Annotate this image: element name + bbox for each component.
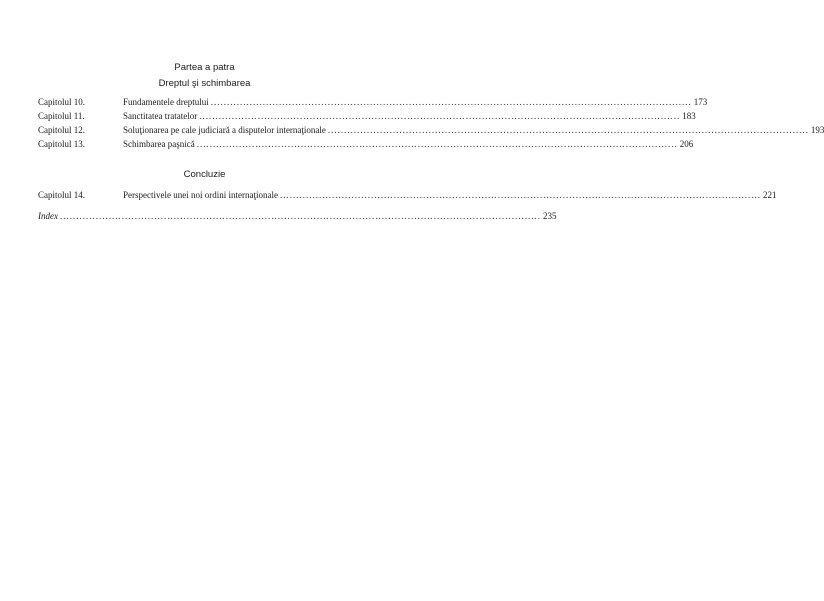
page-number: 183 xyxy=(682,111,696,121)
dot-leader: .................................................................................................................................................... xyxy=(279,190,761,200)
dot-leader: .................................................................................................................................................... xyxy=(210,97,692,107)
index-title: Index xyxy=(38,211,58,221)
chapter-number: Capitolul 10. xyxy=(38,97,85,107)
chapter-number: Capitolul 13. xyxy=(38,139,85,149)
chapter-number: Capitolul 12. xyxy=(38,125,85,135)
toc-entry[interactable] xyxy=(38,96,708,108)
page-number: 221 xyxy=(762,190,777,200)
conclusion-title: Concluzie xyxy=(183,169,226,180)
chapter-title: Perspectivele unei noi ordini internaţionale xyxy=(123,190,278,200)
dot-leader: .................................................................................................................................................... xyxy=(327,125,809,135)
toc-entry[interactable] xyxy=(38,110,696,122)
chapter-title: Soluţionarea pe cale judiciară a disputelor internaţionale xyxy=(123,125,326,135)
dot-leader: .................................................................................................................................................... xyxy=(60,211,541,221)
toc-entry[interactable] xyxy=(38,189,777,201)
dot-leader: .................................................................................................................................................... xyxy=(199,111,681,121)
page-number: 206 xyxy=(679,139,694,149)
chapter-title: Sanctitatea tratatelor xyxy=(123,111,198,121)
chapter-title: Fundamentele dreptului xyxy=(123,97,209,107)
page-number: 173 xyxy=(693,97,708,107)
chapter-number: Capitolul 14. xyxy=(38,190,85,200)
toc-entry[interactable] xyxy=(38,124,824,136)
chapter-title: Schimbarea paşnică xyxy=(123,139,195,149)
page-number: 193 xyxy=(810,125,824,135)
toc-entry-index[interactable] xyxy=(38,210,557,222)
dot-leader: .................................................................................................................................................... xyxy=(196,139,678,149)
toc-entry[interactable] xyxy=(38,138,694,150)
part-four-title: Dreptul şi schimbarea xyxy=(158,78,251,89)
chapter-number: Capitolul 11. xyxy=(38,111,85,121)
part-four-label: Partea a patra xyxy=(174,62,235,73)
page-number: 235 xyxy=(543,211,557,221)
